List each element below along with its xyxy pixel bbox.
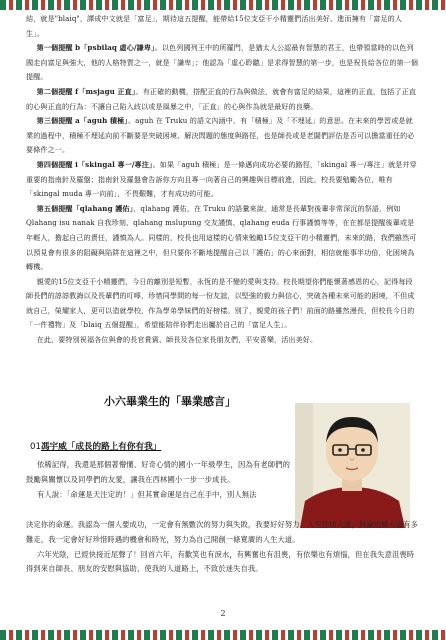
reminder-1-text: 。以色列國列王中的所羅門，是猶太人公認最有智慧的君王，也帶領當時的以色列國走向富足與強大，他的人格特質之一，就是「謙卑」；他認為「虛心聆聽」是求得智慧的第一步，也是祝長給各位的第一個提醒。 [26, 43, 419, 82]
reminder-3-text: 。aguh 在 Truku 的語文內涵中，有「積極」及「不埋延」的意思。在未來的學習或是就業的過程中，積極不埋延向前不斷要是突破困境、解決問題的態度與路徑，也是師長或是老闆們評估是否可以擔當重任的必要條件之一。 [26, 116, 415, 155]
top-decorative-border [0, 0, 446, 10]
speech-full-width [26, 518, 419, 577]
reminder-2-text: 。有正確的動機，搭配正直的行為與做法，就會有富足的結果，這裡的正直，包括了正直的心與正直的行為：不讓自己陷入歧以或是風暴之中，「正直」的心與作為就是最好的良藥。 [26, 86, 417, 111]
intro-paragraph: 結，就是"blaiq"，譯成中文就是「富足」，期待這五提醒，能帶給15位支亞干小精靈們活出美好、進而擁有「富足的人生」。 [26, 14, 403, 38]
principal-speech-body [26, 12, 419, 348]
reminder-5-label: 第五個提醒「qlahang 護佑」 [36, 203, 134, 213]
reminder-5 [26, 202, 419, 275]
speech-paragraph-3: 決定你的命運。我認為一個人要成功，一定會有無數次的努力與失敗，我要好好努力：人生往坊大道，無論這條大道有多難走，我一定會好好珍惜時遇的機會和時光，努力為自己開創一條寬廣的人生大道。 [26, 520, 419, 544]
speech-column [26, 458, 291, 502]
speech-paragraph-4: 六年光陰，已經快接近尾聲了！回首六年，有歡笑也有淚水，有興奮也有沮喪，有依樂也有煩惱，但在我失意沮喪時得到來自師長、朋友的安慰與協助，使我的人道路上，不致於迷失自我。 [26, 549, 415, 574]
blessing-paragraph: 在此，要特別祝福各位與會的長官貴賓、師長及各位家長朋友們，平安喜樂，活出美好。 [36, 335, 318, 345]
author-number: 01 [30, 442, 41, 452]
section-title: 小六畢業生的「畢業感言」 [104, 395, 236, 408]
closing-paragraph: 親愛的15位支亞干小精靈們，今日的離別是短暫，永恆的是不變的愛與支持。校長期望你們能懷著感恩的心，記得每段師長們的諄諄教誨以及長輩們的叮嚀，珍惜同學間的每一份友誼，以堅強的毅力與信心，突破各種未來可能的困境，不但成就自己，榮耀家人，更可以造就學校，作為學弟學妹們的好榜樣。別了，親愛的孩子們！前面的路雖然漫長，但校長今日的「一件禮物」及「blaiq 五個提醒」，希望能陪伴你們走出屬於自己的「富足人生」。 [26, 276, 415, 330]
reminder-1 [26, 41, 419, 85]
author-heading [30, 440, 161, 452]
speech-paragraph-1: 依稀記得，我還是那個著懵懂、好奇心情的國小一年級學生，因為有老師們的鼓勵與關懷以及同學們的友愛，讓我在西林國小一步一步成長。 [26, 460, 291, 484]
bottom-decorative-border [0, 630, 446, 640]
author-name-title: 馮宇威「成長的路上有你有我」 [40, 442, 162, 452]
reminder-3 [26, 114, 419, 158]
reminder-4-text: 。如果「aguh 積極」是一條邁向成功必要的路徑，「skingal 專一/專注」就是井穿重要的指南針及羅盤；指南針及羅盤會告訴你方向且專一向著自己的興趣與目標前進，因此，校長要勉勵各位，唯有「skingal muda 專一向前」，不畏艱難，才有成功的可能。 [26, 159, 417, 199]
speech-paragraph-2: 有人說：「命運是天注定的！」但其實命運是自己在手中，別人無法 [36, 489, 257, 499]
reminder-4-label: 第四個提醒 i「skingal 專一/專注」 [36, 159, 153, 169]
reminder-4 [26, 158, 419, 202]
reminder-2 [26, 85, 419, 114]
reminder-3-label: 第三個提醒 a「aguh 積極」 [36, 116, 128, 126]
page-number: 2 [220, 609, 226, 618]
reminder-1-label: 第一個提醒 b「psbilaq 虛心/謙卑」 [36, 43, 155, 53]
student-photo [295, 403, 410, 528]
student-photo-graphic [295, 403, 410, 528]
reminder-5-text: ，qlahang 護佑，在 Truku 的語彙來說，通常是長輩對後輩非常深沉的祭語，例如 Qlahang isu nanak 自我珍刻、qlahang mslupung 交友謹慎、qlahang euda 行事謹慎等等，在在都是提醒後輩或是年輕人，擔起自己的責任，謹慎為人。同樣的，校長也用這樣的心情來勉勵15位支亞干的小精靈們，未來的路，我們雖然可以預見會有很多的阻礙與陷阱在這裡之中，但只要你不斷地提醒自己以「護佑」的心來面對，相信就能事半功倍，化困境為轉機。 [26, 203, 417, 272]
reminder-2-label: 第二個提醒 f「msjagu 正直」 [36, 86, 136, 96]
